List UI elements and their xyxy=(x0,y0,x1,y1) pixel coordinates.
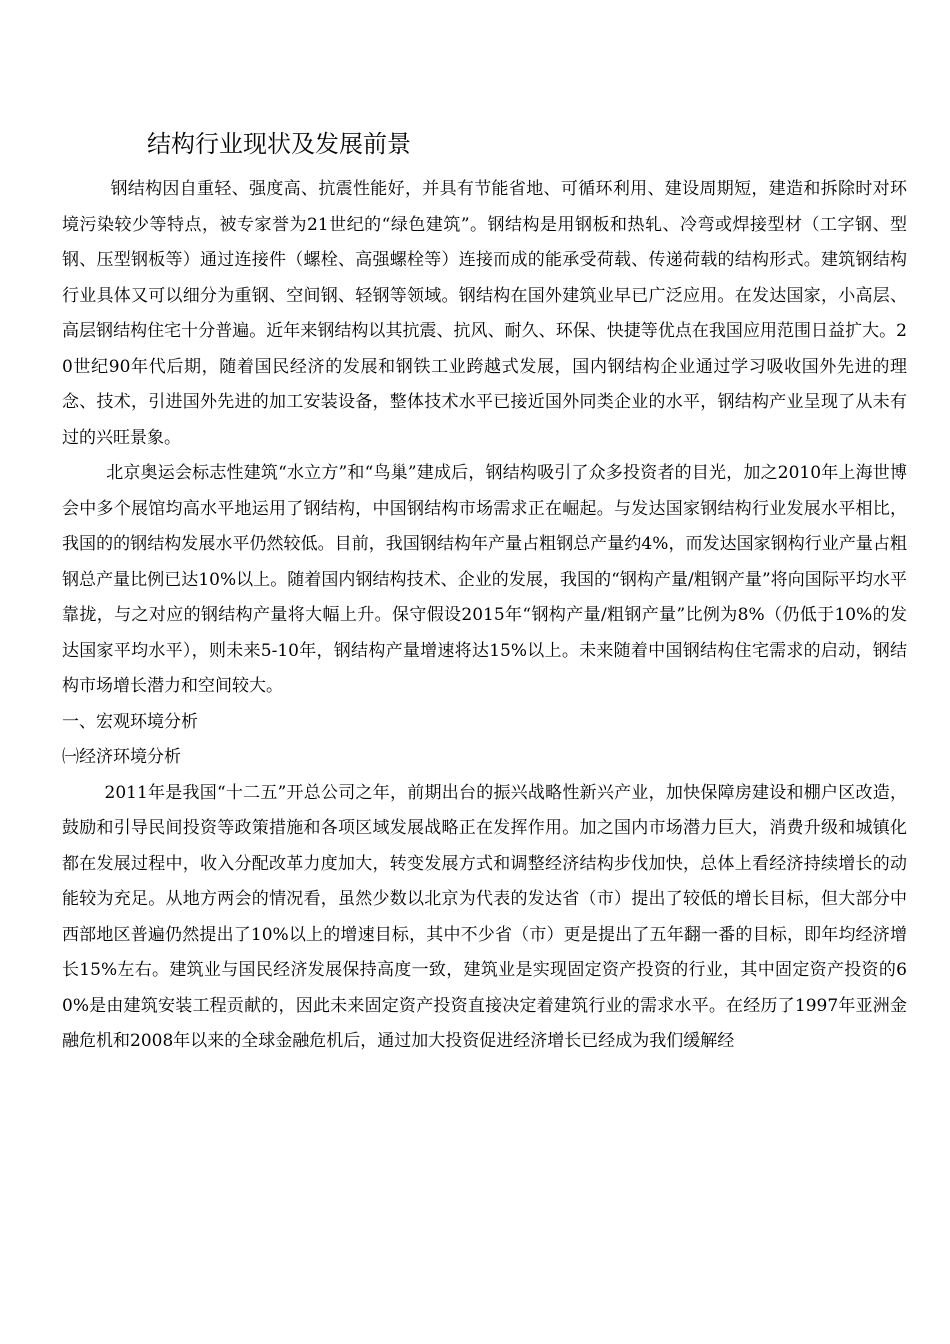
paragraph-economic-analysis: 2011年是我国“十二五”开总公司之年，前期出台的振兴战略性新兴产业，加快保障房建设和棚户区改造，鼓励和引导民间投资等政策措施和各项区域发展战略正在发挥作用。加之国内市场潜力巨大，消费升级和城镇化都在发展过程中，收入分配改革力度加大，转变发展方式和调整经济结构步伐加快，总体上看经济持续增长的动能较为充足。从地方两会的情况看，虽然少数以北京为代表的发达省（市）提出了较低的增长目标，但大部分中西部地区普遍仍然提出了10%以上的增速目标，其中不少省（市）更是提出了五年翻一番的目标，即年均经济增长15%左右。建筑业与国民经济发展保持高度一致，建筑业是实现固定资产投资的行业，其中固定资产投资的60%是由建筑安装工程贡献的，因此未来固定资产投资直接决定着建筑行业的需求水平。在经历了1997年亚洲金融危机和2008年以来的全球金融危机后，通过加大投资促进经济增长已经成为我们缓解经 xyxy=(62,782,907,1051)
document-title: 结构行业现状及发展前景 xyxy=(147,130,411,158)
subsection-heading-economic-environment: ㈠经济环境分析 xyxy=(62,747,181,767)
section-heading-macro-environment: 一、宏观环境分析 xyxy=(62,711,198,732)
paragraph-market-outlook: 北京奥运会标志性建筑“水立方”和“鸟巢”建成后，钢结构吸引了众多投资者的目光，加之2010年上海世博会中多个展馆均高水平地运用了钢结构，中国钢结构市场需求正在崛起。与发达国家钢结构行业发展水平相比，我国的的钢结构发展水平仍然较低。目前，我国钢结构年产量占粗钢总产量约4%，而发达国家钢构行业产量占粗钢总产量比例已达10%以上。随着国内钢结构技术、企业的发展，我国的“钢构产量/粗钢产量”将向国际平均水平靠拢，与之对应的钢结构产量将大幅上升。保守假设2015年“钢构产量/粗钢产量”比例为8%（仍低于10%的发达国家平均水平），则未来5-10年，钢结构产量增速将达15%以上。未来随着中国钢结构住宅需求的启动，钢结构市场增长潜力和空间较大。 xyxy=(62,463,907,696)
paragraph-steel-structure-overview: 钢结构因自重轻、强度高、抗震性能好，并具有节能省地、可循环利用、建设周期短，建造和拆除时对环境污染较少等特点，被专家誉为21世纪的“绿色建筑”。钢结构是用钢板和热轧、冷弯或焊接型材（工字钢、型钢、压型钢板等）通过连接件（螺栓、高强螺栓等）连接而成的能承受荷载、传递荷载的结构形式。建筑钢结构行业具体又可以细分为重钢、空间钢、轻钢等领域。钢结构在国外建筑业早已广泛应用。在发达国家，小高层、高层钢结构住宅十分普遍。近年来钢结构以其抗震、抗风、耐久、环保、快捷等优点在我国应用范围日益扩大。20世纪90年代后期，随着国民经济的发展和钢铁工业跨越式发展，国内钢结构企业通过学习吸收国外先进的理念、技术，引进国外先进的加工安装设备，整体技术水平已接近国外同类企业的水平，钢结构产业呈现了从未有过的兴旺景象。 xyxy=(62,179,907,448)
document-body xyxy=(62,172,907,1060)
